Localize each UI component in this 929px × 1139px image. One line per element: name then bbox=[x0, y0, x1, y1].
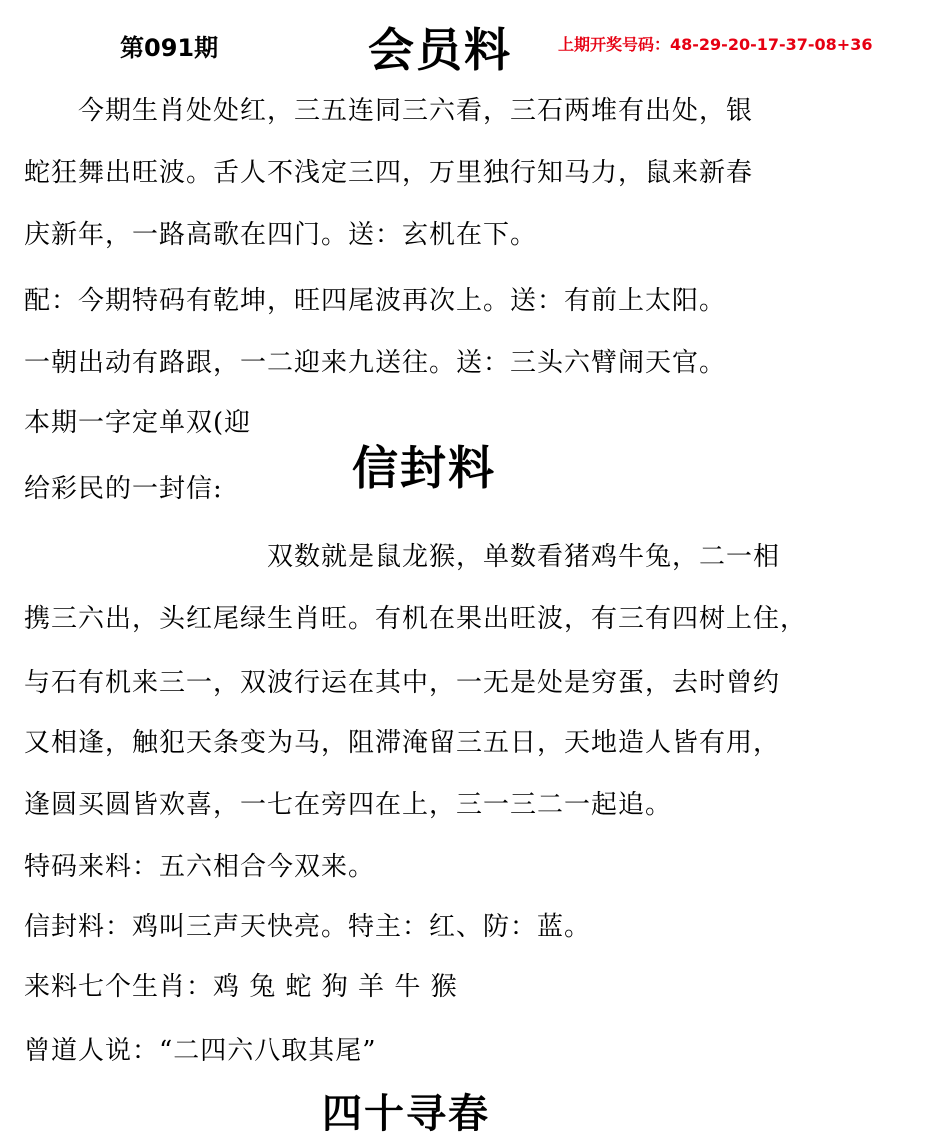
last-draw-numbers: 上期开奖号码：48-29-20-17-37-08+36 bbox=[558, 35, 873, 54]
member-line: 蛇狂舞出旺波。舌人不浅定三四，万里独行知马力，鼠来新春 bbox=[24, 158, 754, 188]
envelope-line: 双数就是鼠龙猴，单数看猪鸡牛兔，二一相 bbox=[24, 542, 781, 572]
member-line: 配：今期特码有乾坤，旺四尾波再次上。送：有前上太阳。 bbox=[24, 286, 727, 316]
note-line: 曾道人说：“二四六八取其尾” bbox=[24, 1036, 377, 1066]
member-line: 本期一字定单双(迎 bbox=[24, 408, 252, 438]
note-line: 信封料：鸡叫三声天快亮。特主：红、防：蓝。 bbox=[24, 912, 592, 942]
member-line: 一朝出动有路跟，一二迎来九送往。送：三头六臂闹天官。 bbox=[24, 348, 727, 378]
envelope-line: 逢圆买圆皆欢喜，一七在旁四在上，三一三二一起追。 bbox=[24, 790, 673, 820]
envelope-line: 携三六出，头红尾绿生肖旺。有机在果出旺波，有三有四树上住， bbox=[24, 604, 808, 634]
member-line: 今期生肖处处红，三五连同三六看，三石两堆有出处，银 bbox=[24, 96, 754, 126]
note-line: 来料七个生肖：鸡 兔 蛇 狗 羊 牛 猴 bbox=[24, 972, 458, 1002]
footer-title: 四十寻春 bbox=[322, 1090, 490, 1137]
envelope-title: 信封料 bbox=[352, 441, 496, 495]
issue-number: 第091期 bbox=[120, 34, 219, 62]
member-line: 庆新年，一路高歌在四门。送：玄机在下。 bbox=[24, 220, 538, 250]
note-line: 特码来料：五六相合今双来。 bbox=[24, 852, 376, 882]
member-line: 给彩民的一封信: bbox=[24, 474, 223, 504]
envelope-line: 又相逢，触犯天条变为马，阻滞淹留三五日，天地造人皆有用， bbox=[24, 728, 781, 758]
envelope-line: 与石有机来三一，双波行运在其中，一无是处是穷蛋，去时曾约 bbox=[24, 668, 781, 698]
page-title: 会员料 bbox=[368, 23, 512, 77]
